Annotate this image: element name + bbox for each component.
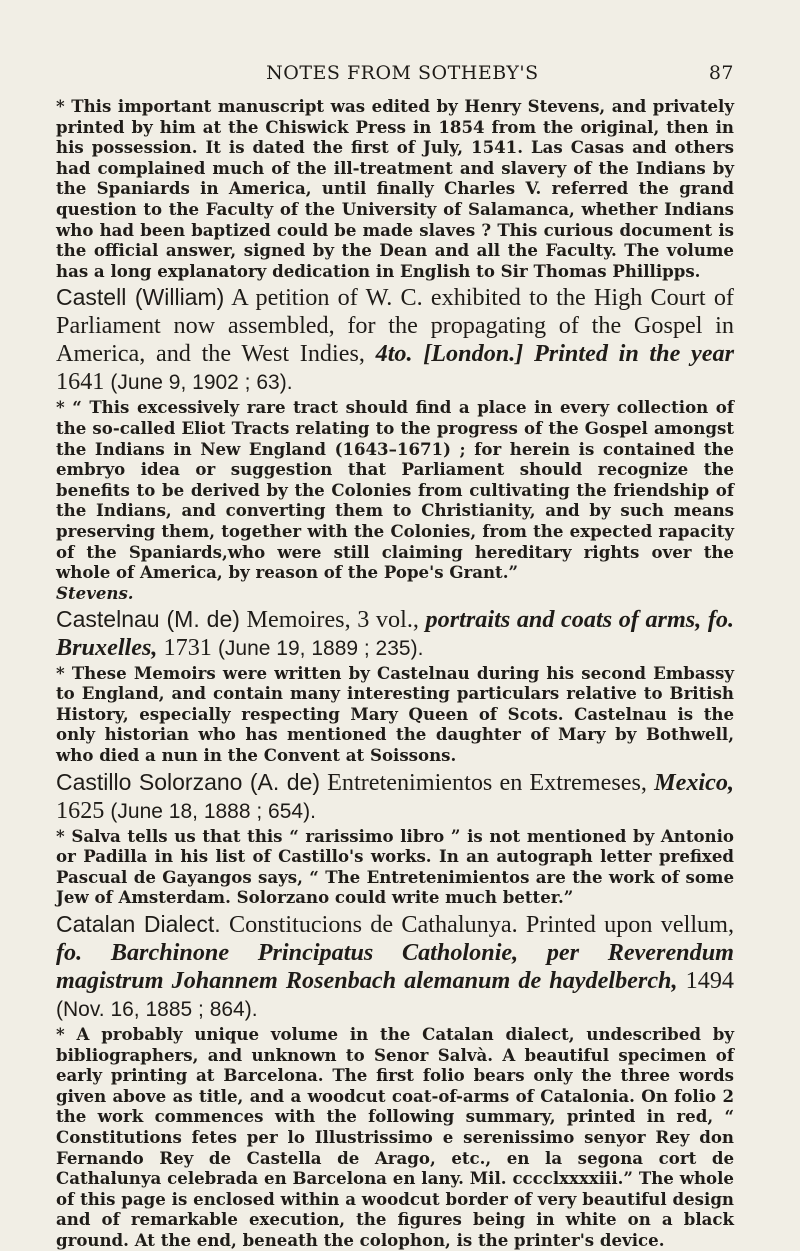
page-body xyxy=(56,96,734,1251)
note-signature: Stevens. xyxy=(56,582,134,603)
entry-text: Constitucions de Cathalunya. Printed upon vellum, xyxy=(228,911,735,939)
entry-year: 1641 xyxy=(56,368,105,396)
catalogue-entry xyxy=(56,910,734,1024)
catalogue-entry xyxy=(56,768,734,826)
note-paragraph: * Salva tells us that this “ rarissimo libro ” is not mentioned by Antonio or Padilla in his list of Castillo's works. In an autograph letter prefixed Pascual de Gayangos says, “ The Entretenimientos are the work of some Jew of Amsterdam. Solorzano could write much better.” xyxy=(56,825,734,908)
entry-text: A petition of W. C. exhibited to the High Court of Parliament now assembled, for the propagating of the Gospel in America, and the West Indies, xyxy=(56,284,734,368)
entry-imprint: 4to. [London.] Printed in the year xyxy=(375,340,734,368)
note-paragraph: * These Memoirs were written by Castelnau during his second Embassy to England, and contain many interesting particulars relative to British History, especially respecting Mary Queen of Scots. Castelnau is the only historian who has mentioned the daughter of Mary by Bothwell, who died a nun in the Convent at Soissons. xyxy=(56,662,734,766)
entry-year: 1494 xyxy=(685,967,735,995)
running-title: NOTES FROM SOTHEBY'S xyxy=(266,62,539,84)
entry-imprint: Mexico, xyxy=(654,768,735,796)
running-header xyxy=(56,62,734,84)
entry-sale-date: (June 19, 1889 ; 235). xyxy=(217,636,424,660)
note-paragraph: * “ This excessively rare tract should find a place in every collection of the so-called Eliot Tracts relating to the progress of the Gospel amongst the Indians in New England (1643–1671) ; for herein is contained the embryo idea or suggestion that Parliament should recognize the benefits to be derived by the Colonies from cultivating the friendship of the Indians, and converting them to Christianity, and by such means preserving them, together with the Colonies, from the expected rapacity of the Spaniards,who were still claiming hereditary rights over the whole of America, by reason of the Pope's Grant.” xyxy=(56,397,734,583)
entry-sale-date: (June 18, 1888 ; 654). xyxy=(110,799,316,823)
entry-text: Memoires, 3 vol., xyxy=(246,605,419,633)
entry-heading: Castelnau (M. de) xyxy=(56,605,240,632)
entry-sale-date: (Nov. 16, 1885 ; 864). xyxy=(56,998,258,1022)
entry-sale-date: (June 9, 1902 ; 63). xyxy=(110,371,293,395)
entry-text: Entretenimientos en Extremeses, xyxy=(327,768,647,796)
note-paragraph: * This important manuscript was edited by Henry Stevens, and privately printed by him at the Chiswick Press in 1854 from the original, then in his possession. It is dated the first of July, 1541. Las Casas and others had complained much of the ill-treatment and slavery of the Indians by the Spaniards in America, until finally Charles V. referred the grand question to the Faculty of the University of Salamanca, whether Indians who had been baptized could be made slaves ? This curious document is the official answer, signed by the Dean and all the Faculty. The volume has a long explanatory dedication in English to Sir Thomas Phillipps. xyxy=(56,96,734,281)
entry-year: 1625 xyxy=(56,796,105,824)
page-number: 87 xyxy=(708,62,734,84)
entry-heading: Castell (William) xyxy=(56,284,225,311)
note-paragraph: * A probably unique volume in the Catalan dialect, undescribed by bibliographers, and unknown to Senor Salvà. A beautiful specimen of early printing at Barcelona. The first folio bears only the three words given above as title, and a woodcut coat-of-arms of Catalonia. On folio 2 the work commences with the following summary, printed in red, “ Constitutions fetes per lo Illustrissimo e serenissimo senyor Rey don Fernando Rey de Castella de Arago, etc., en la segona cort de Cathalunya celebrada en Barcelona en lany. Mil. cccclxxxxiii.” The whole of this page is enclosed within a woodcut border of very beautiful design and of remarkable execution, the figures being in white on a black ground. At the end, beneath the colophon, is the printer's device. xyxy=(56,1024,734,1250)
catalogue-entry xyxy=(56,283,734,397)
entry-heading: Castillo Solorzano (A. de) xyxy=(56,768,320,795)
entry-imprint: portraits and coats of arms, fo. Bruxelles, xyxy=(56,605,735,661)
entry-imprint: fo. Barchinone Principatus Catholonie, per Reverendum magistrum Johannem Rosenbach alemanum de haydelberch, xyxy=(56,939,734,995)
entry-heading: Catalan Dialect. xyxy=(56,911,221,938)
catalogue-entry xyxy=(56,605,734,663)
entry-year: 1731 xyxy=(163,633,212,661)
